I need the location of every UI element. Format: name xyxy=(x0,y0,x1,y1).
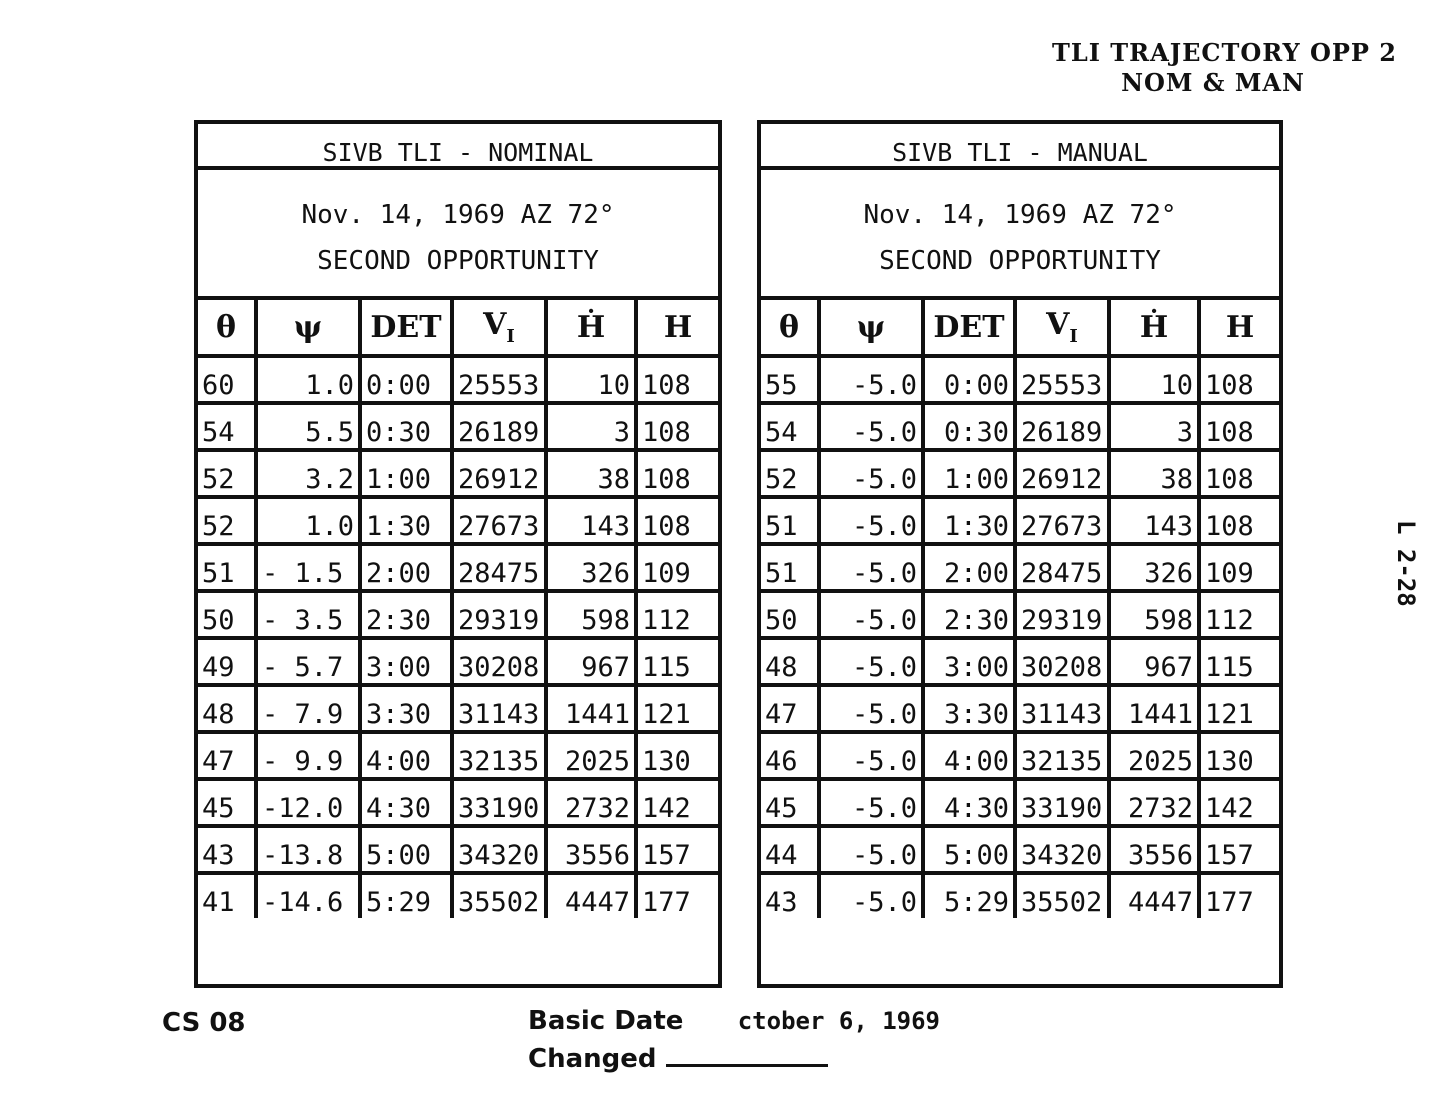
vi-cell: 29319 xyxy=(452,591,546,638)
col-det: DET xyxy=(360,300,452,356)
hdot-cell: 598 xyxy=(546,591,636,638)
table-row xyxy=(198,356,718,403)
psi-cell: -5.0 xyxy=(819,685,923,732)
psi-cell: -5.0 xyxy=(819,544,923,591)
det-cell: 1:00 xyxy=(360,450,452,497)
table-row xyxy=(761,403,1279,450)
theta-cell: 51 xyxy=(761,497,819,544)
nominal-table xyxy=(198,300,718,918)
psi-cell: - 5.7 xyxy=(256,638,360,685)
h-cell: 177 xyxy=(1199,873,1279,918)
table-row xyxy=(761,826,1279,873)
hdot-cell: 598 xyxy=(1109,591,1199,638)
hdot-cell: 4447 xyxy=(1109,873,1199,918)
psi-cell: -5.0 xyxy=(819,403,923,450)
col-vi-main: V xyxy=(483,307,507,342)
det-cell: 5:00 xyxy=(923,826,1015,873)
psi-cell: -12.0 xyxy=(256,779,360,826)
h-cell: 115 xyxy=(636,638,718,685)
table-row xyxy=(761,779,1279,826)
changed-blank xyxy=(666,1042,828,1067)
vi-cell: 34320 xyxy=(1015,826,1109,873)
det-cell: 0:30 xyxy=(360,403,452,450)
theta-cell: 52 xyxy=(198,450,256,497)
table-row xyxy=(761,450,1279,497)
theta-cell: 43 xyxy=(761,873,819,918)
table-row xyxy=(761,732,1279,779)
table-row xyxy=(198,638,718,685)
h-cell: 108 xyxy=(636,403,718,450)
h-cell: 157 xyxy=(636,826,718,873)
h-cell: 112 xyxy=(1199,591,1279,638)
document-header xyxy=(1052,38,1397,98)
theta-cell: 52 xyxy=(761,450,819,497)
changed-label: Changed xyxy=(528,1044,657,1074)
det-cell: 4:00 xyxy=(923,732,1015,779)
table-row xyxy=(198,403,718,450)
theta-cell: 45 xyxy=(198,779,256,826)
hdot-cell: 4447 xyxy=(546,873,636,918)
table-row xyxy=(198,685,718,732)
vi-cell: 27673 xyxy=(452,497,546,544)
hdot-cell: 3556 xyxy=(546,826,636,873)
col-det: DET xyxy=(923,300,1015,356)
vi-cell: 27673 xyxy=(1015,497,1109,544)
psi-cell: -5.0 xyxy=(819,450,923,497)
nominal-panel xyxy=(194,120,722,988)
vi-cell: 33190 xyxy=(1015,779,1109,826)
col-psi: ψ xyxy=(819,300,923,356)
panel-opportunity: SECOND OPPORTUNITY xyxy=(317,246,599,276)
h-cell: 109 xyxy=(1199,544,1279,591)
vi-cell: 34320 xyxy=(452,826,546,873)
panel-date-line: Nov. 14, 1969 AZ 72° xyxy=(301,200,615,230)
panel-date-block xyxy=(198,170,718,300)
psi-cell: -5.0 xyxy=(819,732,923,779)
hdot-cell: 143 xyxy=(1109,497,1199,544)
hdot-cell: 10 xyxy=(1109,356,1199,403)
col-theta: θ xyxy=(198,300,256,356)
table-row xyxy=(198,450,718,497)
det-cell: 1:30 xyxy=(360,497,452,544)
vi-cell: 32135 xyxy=(1015,732,1109,779)
col-vi-main: V xyxy=(1046,307,1070,342)
psi-cell: - 7.9 xyxy=(256,685,360,732)
det-cell: 5:29 xyxy=(923,873,1015,918)
psi-cell: 1.0 xyxy=(256,356,360,403)
theta-cell: 54 xyxy=(761,403,819,450)
vi-cell: 30208 xyxy=(452,638,546,685)
psi-cell: 3.2 xyxy=(256,450,360,497)
psi-cell: -5.0 xyxy=(819,591,923,638)
theta-cell: 51 xyxy=(198,544,256,591)
panel-opportunity: SECOND OPPORTUNITY xyxy=(879,246,1161,276)
basic-date-value: ctober 6, 1969 xyxy=(737,1007,941,1035)
psi-cell: 1.0 xyxy=(256,497,360,544)
vi-cell: 35502 xyxy=(1015,873,1109,918)
col-hdot: Ḣ xyxy=(1109,300,1199,356)
basic-date xyxy=(528,1006,940,1036)
h-cell: 108 xyxy=(1199,403,1279,450)
det-cell: 0:00 xyxy=(923,356,1015,403)
col-vi-sub: I xyxy=(1069,326,1078,347)
table-row xyxy=(761,873,1279,918)
theta-cell: 60 xyxy=(198,356,256,403)
theta-cell: 50 xyxy=(761,591,819,638)
theta-cell: 47 xyxy=(761,685,819,732)
psi-cell: - 3.5 xyxy=(256,591,360,638)
det-cell: 0:00 xyxy=(360,356,452,403)
det-cell: 2:30 xyxy=(923,591,1015,638)
col-vi xyxy=(1015,300,1109,356)
psi-cell: -13.8 xyxy=(256,826,360,873)
theta-cell: 46 xyxy=(761,732,819,779)
h-cell: 109 xyxy=(636,544,718,591)
hdot-cell: 326 xyxy=(1109,544,1199,591)
document-code: CS 08 xyxy=(162,1008,246,1038)
col-h: H xyxy=(1199,300,1279,356)
table-row xyxy=(198,732,718,779)
theta-cell: 52 xyxy=(198,497,256,544)
vi-cell: 29319 xyxy=(1015,591,1109,638)
det-cell: 4:30 xyxy=(360,779,452,826)
vi-cell: 30208 xyxy=(1015,638,1109,685)
det-cell: 0:30 xyxy=(923,403,1015,450)
det-cell: 2:00 xyxy=(360,544,452,591)
theta-cell: 48 xyxy=(198,685,256,732)
hdot-cell: 143 xyxy=(546,497,636,544)
h-cell: 130 xyxy=(636,732,718,779)
det-cell: 1:30 xyxy=(923,497,1015,544)
hdot-cell: 10 xyxy=(546,356,636,403)
theta-cell: 43 xyxy=(198,826,256,873)
det-cell: 5:00 xyxy=(360,826,452,873)
table-row xyxy=(198,591,718,638)
page-code: L 2-28 xyxy=(1392,520,1420,607)
theta-cell: 41 xyxy=(198,873,256,918)
det-cell: 3:30 xyxy=(923,685,1015,732)
h-cell: 142 xyxy=(1199,779,1279,826)
col-vi xyxy=(452,300,546,356)
theta-cell: 44 xyxy=(761,826,819,873)
manual-table xyxy=(761,300,1279,918)
col-vi-sub: I xyxy=(506,326,515,347)
h-cell: 108 xyxy=(1199,497,1279,544)
hdot-cell: 967 xyxy=(1109,638,1199,685)
h-cell: 121 xyxy=(636,685,718,732)
table-row xyxy=(761,356,1279,403)
hdot-cell: 2732 xyxy=(1109,779,1199,826)
header-line-1: TLI TRAJECTORY OPP 2 xyxy=(1051,38,1397,67)
vi-cell: 26189 xyxy=(1015,403,1109,450)
table-row xyxy=(198,779,718,826)
table-header-row xyxy=(198,300,718,356)
hdot-cell: 38 xyxy=(546,450,636,497)
theta-cell: 47 xyxy=(198,732,256,779)
h-cell: 115 xyxy=(1199,638,1279,685)
panel-date-block xyxy=(761,170,1279,300)
det-cell: 3:00 xyxy=(923,638,1015,685)
h-cell: 130 xyxy=(1199,732,1279,779)
vi-cell: 25553 xyxy=(452,356,546,403)
psi-cell: -5.0 xyxy=(819,356,923,403)
hdot-cell: 1441 xyxy=(1109,685,1199,732)
h-cell: 157 xyxy=(1199,826,1279,873)
col-theta: θ xyxy=(761,300,819,356)
hdot-cell: 2025 xyxy=(546,732,636,779)
hdot-cell: 3556 xyxy=(1109,826,1199,873)
h-cell: 108 xyxy=(1199,356,1279,403)
psi-cell: -5.0 xyxy=(819,638,923,685)
h-cell: 108 xyxy=(1199,450,1279,497)
table-row xyxy=(198,544,718,591)
col-hdot: Ḣ xyxy=(546,300,636,356)
psi-cell: -5.0 xyxy=(819,497,923,544)
h-cell: 177 xyxy=(636,873,718,918)
table-row xyxy=(761,544,1279,591)
det-cell: 2:00 xyxy=(923,544,1015,591)
vi-cell: 32135 xyxy=(452,732,546,779)
table-header-row xyxy=(761,300,1279,356)
changed-line xyxy=(528,1042,828,1074)
basic-date-label: Basic Date xyxy=(528,1006,684,1036)
theta-cell: 55 xyxy=(761,356,819,403)
vi-cell: 25553 xyxy=(1015,356,1109,403)
psi-cell: -5.0 xyxy=(819,826,923,873)
vi-cell: 31143 xyxy=(1015,685,1109,732)
h-cell: 108 xyxy=(636,450,718,497)
table-row xyxy=(761,685,1279,732)
h-cell: 121 xyxy=(1199,685,1279,732)
psi-cell: -5.0 xyxy=(819,873,923,918)
h-cell: 108 xyxy=(636,356,718,403)
vi-cell: 33190 xyxy=(452,779,546,826)
vi-cell: 26912 xyxy=(452,450,546,497)
table-row xyxy=(761,591,1279,638)
psi-cell: 5.5 xyxy=(256,403,360,450)
hdot-cell: 3 xyxy=(1109,403,1199,450)
theta-cell: 49 xyxy=(198,638,256,685)
theta-cell: 50 xyxy=(198,591,256,638)
psi-cell: -14.6 xyxy=(256,873,360,918)
psi-cell: - 9.9 xyxy=(256,732,360,779)
vi-cell: 26189 xyxy=(452,403,546,450)
vi-cell: 35502 xyxy=(452,873,546,918)
det-cell: 5:29 xyxy=(360,873,452,918)
det-cell: 4:30 xyxy=(923,779,1015,826)
hdot-cell: 326 xyxy=(546,544,636,591)
table-row xyxy=(761,497,1279,544)
col-h: H xyxy=(636,300,718,356)
hdot-cell: 3 xyxy=(546,403,636,450)
det-cell: 3:30 xyxy=(360,685,452,732)
h-cell: 112 xyxy=(636,591,718,638)
table-row xyxy=(198,826,718,873)
det-cell: 4:00 xyxy=(360,732,452,779)
hdot-cell: 2025 xyxy=(1109,732,1199,779)
panel-title: SIVB TLI - MANUAL xyxy=(761,124,1279,170)
det-cell: 1:00 xyxy=(923,450,1015,497)
panel-date-line: Nov. 14, 1969 AZ 72° xyxy=(863,200,1177,230)
theta-cell: 51 xyxy=(761,544,819,591)
theta-cell: 54 xyxy=(198,403,256,450)
vi-cell: 28475 xyxy=(1015,544,1109,591)
table-row xyxy=(198,873,718,918)
h-cell: 142 xyxy=(636,779,718,826)
det-cell: 3:00 xyxy=(360,638,452,685)
panel-title: SIVB TLI - NOMINAL xyxy=(198,124,718,170)
psi-cell: -5.0 xyxy=(819,779,923,826)
hdot-cell: 967 xyxy=(546,638,636,685)
col-psi: ψ xyxy=(256,300,360,356)
theta-cell: 45 xyxy=(761,779,819,826)
vi-cell: 26912 xyxy=(1015,450,1109,497)
table-row xyxy=(198,497,718,544)
vi-cell: 31143 xyxy=(452,685,546,732)
det-cell: 2:30 xyxy=(360,591,452,638)
hdot-cell: 2732 xyxy=(546,779,636,826)
hdot-cell: 1441 xyxy=(546,685,636,732)
table-row xyxy=(761,638,1279,685)
vi-cell: 28475 xyxy=(452,544,546,591)
psi-cell: - 1.5 xyxy=(256,544,360,591)
hdot-cell: 38 xyxy=(1109,450,1199,497)
manual-panel xyxy=(757,120,1283,988)
theta-cell: 48 xyxy=(761,638,819,685)
h-cell: 108 xyxy=(636,497,718,544)
header-line-2: NOM & MAN xyxy=(1121,68,1305,97)
